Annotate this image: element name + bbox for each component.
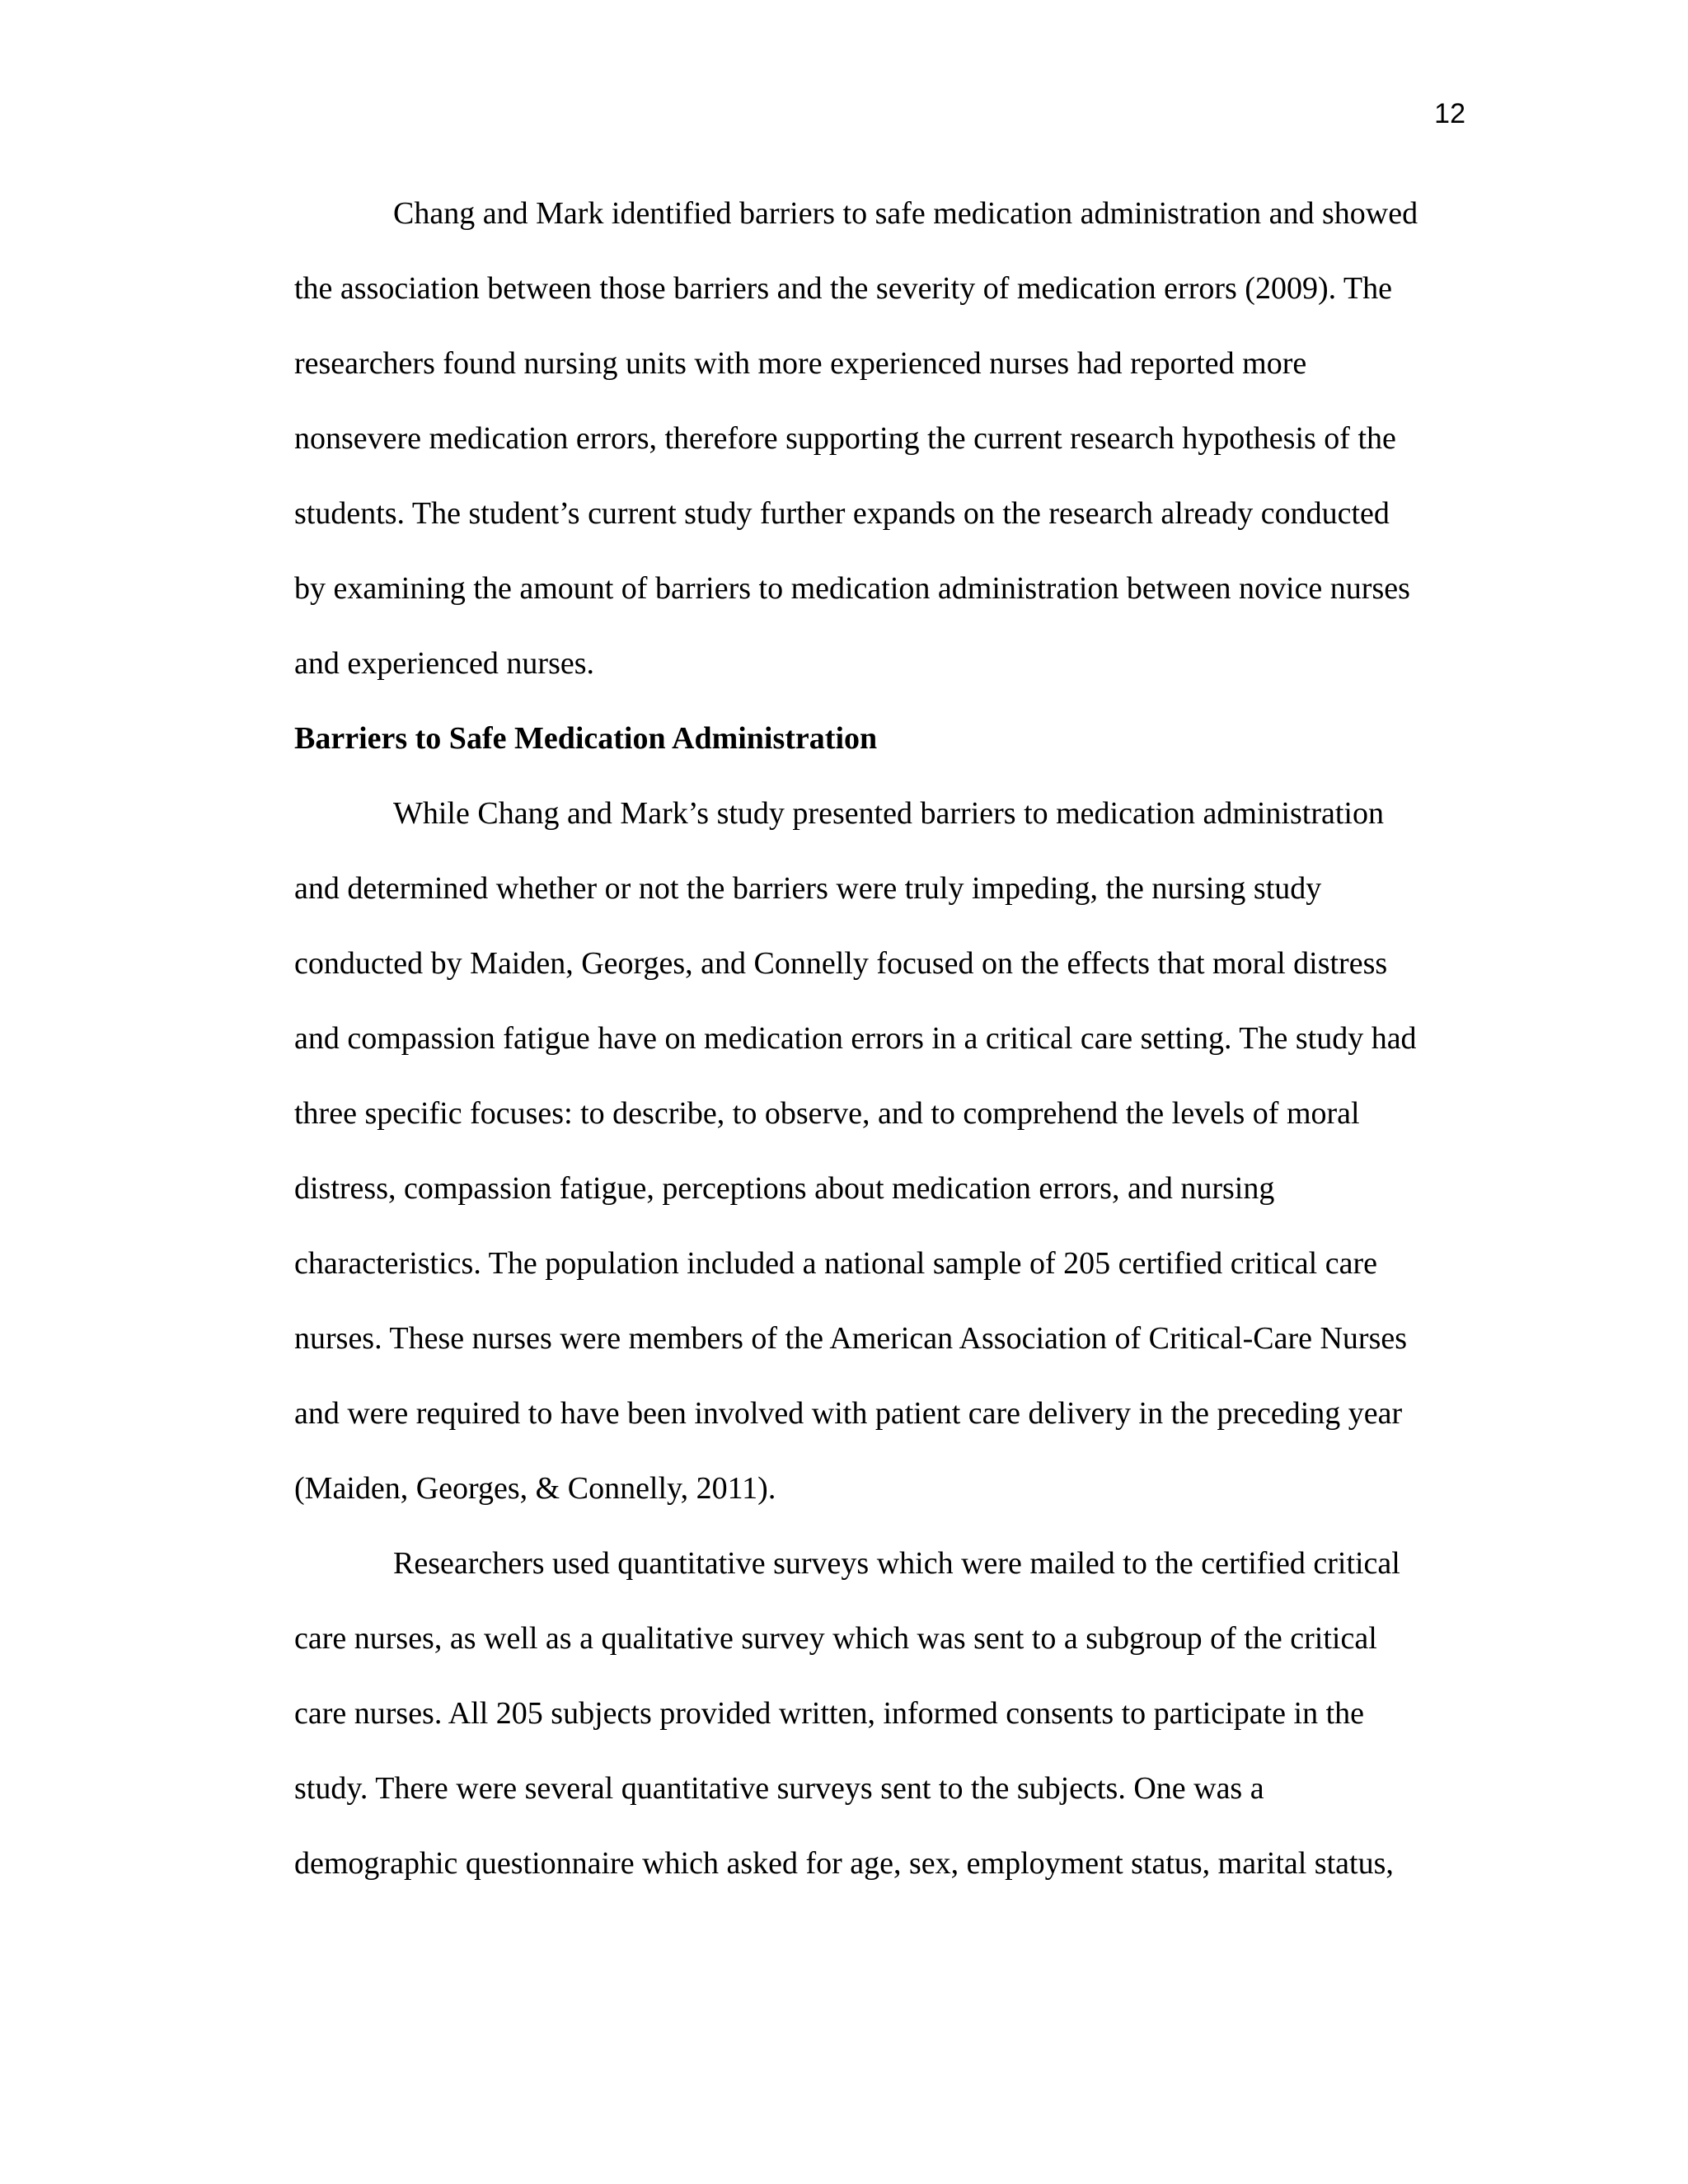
- text-line: distress, compassion fatigue, perceptions about medication errors, and nursing: [294, 1171, 1275, 1206]
- text-line: and were required to have been involved with patient care delivery in the preceding year: [294, 1396, 1403, 1431]
- text-line: researchers found nursing units with more experienced nurses had reported more: [294, 346, 1307, 381]
- text-line: While Chang and Mark’s study presented barriers to medication administration: [393, 796, 1384, 831]
- text-line: study. There were several quantitative surveys sent to the subjects. One was a: [294, 1771, 1264, 1806]
- text-line: the association between those barriers and the severity of medication errors (2009). The: [294, 271, 1393, 306]
- text-line: and compassion fatigue have on medication errors in a critical care setting. The study had: [294, 1021, 1417, 1056]
- text-line: demographic questionnaire which asked for age, sex, employment status, marital status,: [294, 1846, 1394, 1881]
- page-number: 12: [1434, 98, 1465, 129]
- section-heading: Barriers to Safe Medication Administration: [294, 721, 878, 756]
- text-line: characteristics. The population included a national sample of 205 certified critical care: [294, 1246, 1377, 1281]
- body-text: [294, 191, 1465, 1916]
- text-line: (Maiden, Georges, & Connelly, 2011).: [294, 1471, 776, 1506]
- text-line: Chang and Mark identified barriers to safe medication administration and showed: [393, 196, 1418, 231]
- text-line: three specific focuses: to describe, to observe, and to comprehend the levels of moral: [294, 1096, 1360, 1131]
- text-line: and determined whether or not the barriers were truly impeding, the nursing study: [294, 871, 1322, 906]
- text-line: conducted by Maiden, Georges, and Connelly focused on the effects that moral distress: [294, 946, 1388, 981]
- text-line: by examining the amount of barriers to medication administration between novice nurses: [294, 571, 1410, 606]
- text-line: nurses. These nurses were members of the American Association of Critical-Care Nurses: [294, 1321, 1408, 1356]
- text-line: and experienced nurses.: [294, 646, 595, 681]
- text-line: students. The student’s current study further expands on the research already conducted: [294, 496, 1390, 531]
- text-line: nonsevere medication errors, therefore supporting the current research hypothesis of the: [294, 421, 1396, 456]
- text-line: care nurses. All 205 subjects provided written, informed consents to participate in the: [294, 1696, 1364, 1731]
- text-line: Researchers used quantitative surveys which were mailed to the certified critical: [393, 1546, 1400, 1581]
- text-line: care nurses, as well as a qualitative survey which was sent to a subgroup of the critical: [294, 1621, 1377, 1656]
